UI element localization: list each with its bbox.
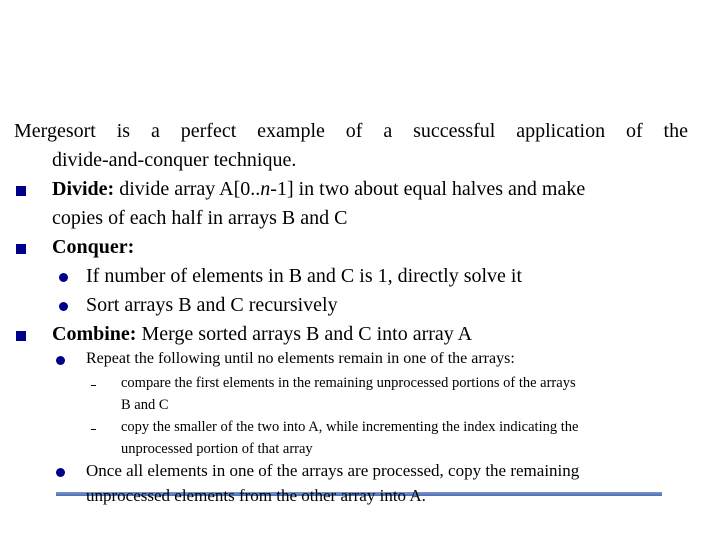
square-bullet-icon xyxy=(16,244,26,254)
round-bullet-icon xyxy=(56,468,65,477)
divide-label: Divide: xyxy=(52,178,115,200)
combine-label: Combine: xyxy=(52,323,137,345)
round-bullet-icon xyxy=(59,302,68,311)
intro-line-2: divide-and-conquer technique. xyxy=(52,149,297,171)
round-bullet-icon xyxy=(59,273,68,282)
combine-line xyxy=(52,323,472,346)
divide-text-var: n xyxy=(260,178,271,200)
divide-line-2: copies of each half in arrays B and C xyxy=(52,207,348,229)
divide-text-post: -1] in two about equal halves and make xyxy=(270,178,586,200)
conquer-item-1: If number of elements in B and C is 1, directly solve it xyxy=(86,265,523,287)
conquer-label: Conquer: xyxy=(52,236,135,258)
combine-repeat: Repeat the following until no elements remain in one of the arrays: xyxy=(86,350,515,367)
subitem-1-line-1: compare the first elements in the remaining unprocessed portions of the arrays xyxy=(121,375,576,391)
dash-bullet-icon xyxy=(91,385,96,386)
divide-line-1 xyxy=(52,178,585,201)
round-bullet-icon xyxy=(56,356,65,365)
dash-bullet-icon xyxy=(91,429,96,430)
subitem-1-line-2: B and C xyxy=(121,397,169,413)
conquer-item-2: Sort arrays B and C recursively xyxy=(86,294,338,316)
divide-text-pre: divide array A[0.. xyxy=(114,178,261,200)
square-bullet-icon xyxy=(16,186,26,196)
intro-line-1: Mergesort is a perfect example of a successful application of the xyxy=(14,120,688,142)
square-bullet-icon xyxy=(16,331,26,341)
combine-final-line-1: Once all elements in one of the arrays are processed, copy the remaining xyxy=(86,461,580,480)
combine-final-line-2: unprocessed elements from the other array into A. xyxy=(86,486,426,505)
subitem-2-line-1: copy the smaller of the two into A, while incrementing the index indicating the xyxy=(121,419,579,435)
subitem-2-line-2: unprocessed portion of that array xyxy=(121,441,313,457)
combine-text: Merge sorted arrays B and C into array A xyxy=(136,323,473,345)
